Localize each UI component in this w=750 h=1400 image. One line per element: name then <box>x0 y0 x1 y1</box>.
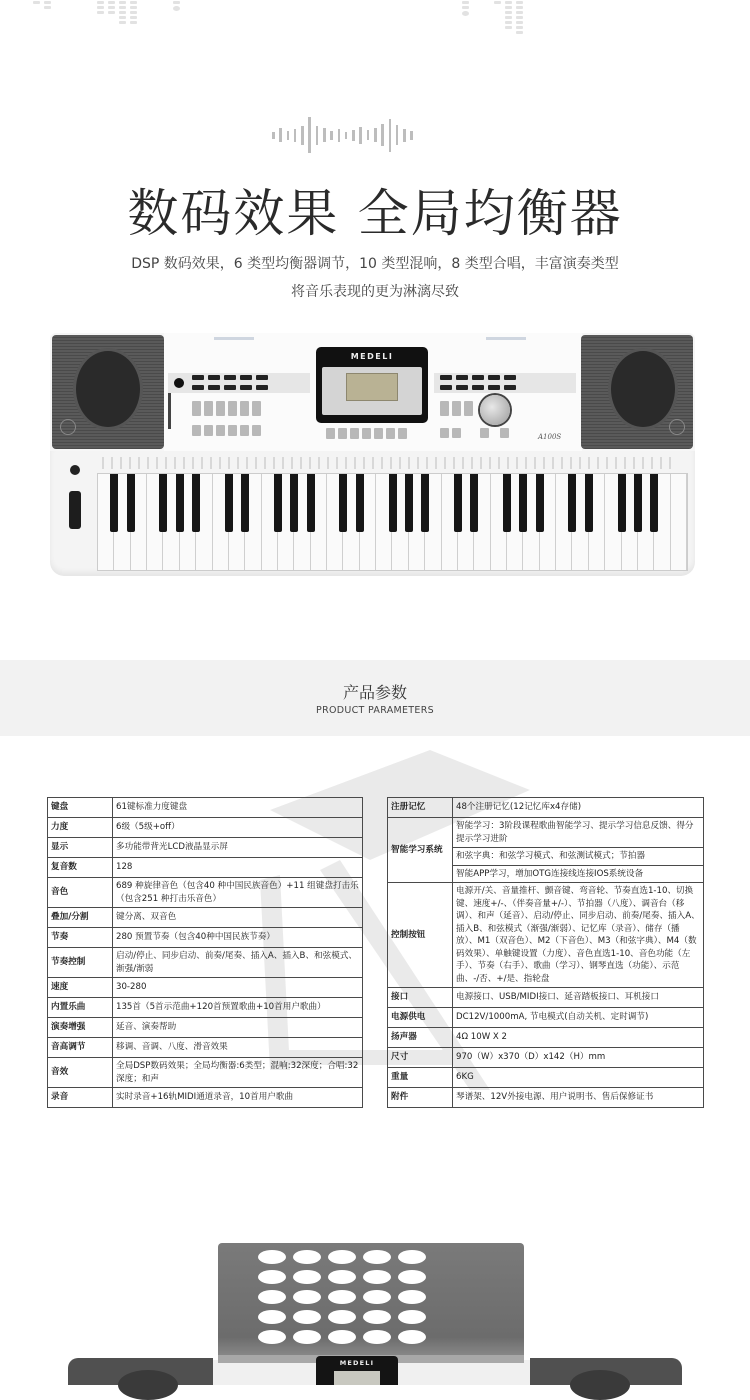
table-row: 复音数 128 <box>48 858 363 878</box>
table-row: 键盘 61键标准力度键盘 <box>48 798 363 818</box>
spec-table-right <box>387 797 704 1108</box>
eq-bar-icon <box>33 0 40 4</box>
black-key <box>568 474 576 532</box>
black-key <box>110 474 118 532</box>
section-subtitle: PRODUCT PARAMETERS <box>316 705 434 716</box>
hero-title: 数码效果 全局均衡器 <box>127 185 623 244</box>
black-key <box>405 474 413 532</box>
black-key <box>274 474 282 532</box>
table-row: 显示 多功能带背光LCD液晶显示屏 <box>48 838 363 858</box>
black-key <box>339 474 347 532</box>
black-key <box>536 474 544 532</box>
table-row: 节奏控制 启动/停止、同步启动、前奏/尾奏、插入A、插入B、和弦模式、渐强/渐弱 <box>48 948 363 978</box>
hero-subtitle: DSP 数码效果，6 类型均衡器调节，10 类型混响，8 类型合唱，丰富演奏类型 <box>131 256 619 272</box>
black-key <box>503 474 511 532</box>
model-label: A100S <box>538 433 562 441</box>
speaker-left <box>68 1358 213 1385</box>
table-row: 电源供电 DC12V/1000mA, 节电模式(自动关机、定时调节) <box>388 1008 704 1028</box>
eq-bar-icon <box>173 0 180 11</box>
piano-keys <box>97 473 688 571</box>
table-row: 速度 30-280 <box>48 978 363 998</box>
black-key <box>192 474 200 532</box>
data-dial <box>480 395 510 425</box>
table-row: 扬声器 4Ω 10W X 2 <box>388 1028 704 1048</box>
table-row: 音高调节 移调、音调、八度、滑音效果 <box>48 1038 363 1058</box>
table-row: 节奏 280 预置节奏（包含40种中国民族节奏） <box>48 928 363 948</box>
eq-bar-icon <box>108 1 115 14</box>
table-row: 内置乐曲 135首（5首示范曲+120首预置歌曲+10首用户歌曲） <box>48 998 363 1018</box>
section-title: 产品参数 <box>342 683 407 702</box>
table-row: 注册记忆 48个注册记忆(12记忆库x4存储) <box>388 798 704 818</box>
sound-wave-icon <box>272 115 472 155</box>
table-row: 演奏增强 延音、演奏帮助 <box>48 1018 363 1038</box>
black-key <box>307 474 315 532</box>
black-key <box>650 474 658 532</box>
black-key <box>421 474 429 532</box>
speaker-right <box>581 335 693 449</box>
table-row: 和弦字典：和弦学习模式、和弦测试模式；节拍器 <box>388 848 704 866</box>
speaker-left <box>52 335 164 449</box>
eq-bar-icon <box>97 1 104 14</box>
speaker-right <box>530 1358 682 1385</box>
music-stand-holes <box>258 1250 426 1344</box>
black-key <box>618 474 626 532</box>
brand-logo: MEDELI <box>339 1359 375 1367</box>
keyboard-body <box>50 451 695 576</box>
control-panel <box>164 333 582 451</box>
table-row: 力度 6级（5级+off） <box>48 818 363 838</box>
spec-table-left <box>47 797 363 1108</box>
black-key <box>159 474 167 532</box>
eq-bar-icon <box>505 0 512 29</box>
black-key <box>356 474 364 532</box>
black-key <box>290 474 298 532</box>
top-equalizer-decoration <box>0 0 750 40</box>
table-row: 接口 电源接口、USB/MIDI接口、延音踏板接口、耳机接口 <box>388 988 704 1008</box>
black-key <box>454 474 462 532</box>
pitch-wheel <box>69 491 81 529</box>
black-key <box>519 474 527 532</box>
black-key <box>127 474 135 532</box>
table-row: 智能学习系统 智能学习：3阶段课程歌曲智能学习、提示学习信息反馈、得分提示学习进阶 <box>388 818 704 848</box>
eq-bar-icon <box>130 0 137 24</box>
white-key <box>671 474 687 570</box>
table-row: 智能APP学习，增加OTG连接线连接IOS系统设备 <box>388 865 704 883</box>
table-row: 叠加/分割 键分离、双音色 <box>48 908 363 928</box>
music-stand-image <box>218 1243 524 1361</box>
eq-bar-icon <box>119 0 126 24</box>
black-key <box>585 474 593 532</box>
black-key <box>389 474 397 532</box>
black-key <box>225 474 233 532</box>
lcd-display <box>316 347 428 423</box>
black-key <box>241 474 249 532</box>
keyboard-product-image <box>50 333 695 576</box>
table-row: 录音 实时录音+16轨MIDI通道录音，10首用户歌曲 <box>48 1088 363 1108</box>
table-row: 重量 6KG <box>388 1068 704 1088</box>
eq-bar-icon <box>44 0 51 9</box>
table-row: 音效 全局DSP数码效果；全局均衡器:6类型；混响:32深度；合唱:32深度；和声 <box>48 1058 363 1088</box>
black-key <box>634 474 642 532</box>
eq-bar-icon <box>494 0 501 4</box>
eq-bar-icon <box>462 0 469 16</box>
brand-logo: MEDELI <box>350 352 394 361</box>
black-key <box>470 474 478 532</box>
keyboard-top-panel <box>50 333 695 451</box>
table-row: 附件 琴谱架、12V外接电源、用户说明书、售后保修证书 <box>388 1088 704 1108</box>
product-parameters-header <box>0 660 750 736</box>
hero-subtitle-2: 将音乐表现的更为淋漓尽致 <box>291 284 459 300</box>
black-key <box>176 474 184 532</box>
eq-bar-icon <box>516 0 523 34</box>
lcd-display <box>316 1356 398 1385</box>
table-row: 音色 689 种旋律音色（包含40 种中国民族音色）+11 组键盘打击乐（包含251 种打击乐音色） <box>48 878 363 908</box>
table-row: 控制按钮 电源开/关、音量推杆、颤音键、弯音轮、节奏直选1-10、切换键、速度+/-、（伴奏音量+/-）、节拍器（八度）、调音台（移调）、和声（延音）、启动/停止、同步启动、前奏/尾奏、插入A、插入B、和弦模式（渐强/渐弱）、记忆库（录音）、储存（播放）、M1（双音色）、M2（下音色）、M3（和弦字典）、M4（数码效果）、单触键设置（力度）、音色直选1-10、音色功能（左手）、节奏（右手）、歌曲（学习）、钢琴直选（功能）、示范曲、-/否、+/是、指轮盘 <box>388 883 704 988</box>
table-row: 尺寸 970（W）x370（D）x142（H）mm <box>388 1048 704 1068</box>
headphone-jack <box>70 465 80 475</box>
